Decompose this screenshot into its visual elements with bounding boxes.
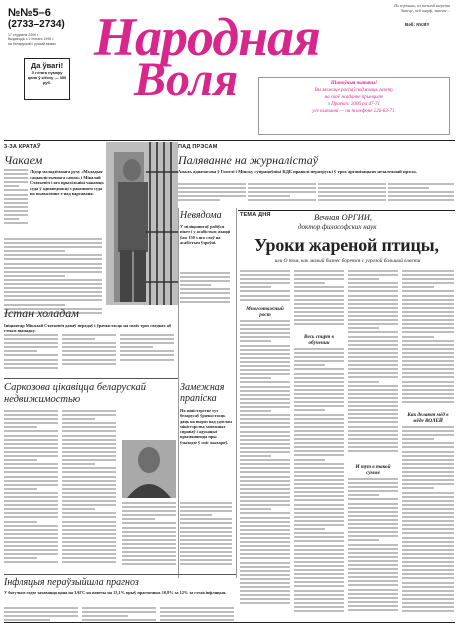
section-label: ПАД ПРЭСАМ bbox=[178, 144, 218, 150]
promo-line: Вы можаце распаўсюджваць газету bbox=[314, 88, 394, 93]
feature-right-subhead: Как делают мёд в мёде ВОЛЕЙ bbox=[407, 412, 449, 424]
section-label: ТЕМА ДНЯ bbox=[240, 212, 271, 218]
masthead-title-line1: Народная bbox=[94, 7, 320, 67]
feature-subhead: Многоэтажный рост bbox=[246, 306, 284, 318]
headline-palyavanne: Паляванне на журналістаў bbox=[178, 153, 319, 167]
promo-line: Шаноўныя чытачы! bbox=[330, 81, 378, 86]
headline-sarkozy: Саркозова цікавіцца беларускай недвижимостью bbox=[4, 382, 147, 405]
masthead bbox=[0, 0, 459, 140]
feature-subhead: Весь спирт в обучении bbox=[304, 334, 334, 346]
zamezhnaja-block bbox=[180, 382, 234, 572]
promo-box bbox=[258, 77, 450, 135]
lead-palyavanne: Амаль адначасова ў Гомелі і Мінску супрацоўнікі КДБ правялі ператрускі ў трох арганізацыях незалежнай прэсы. bbox=[178, 169, 417, 174]
headline-zamezhnaja: Замежная прапіска bbox=[180, 382, 225, 404]
promo-line: на сваё жаданне прынцыпе bbox=[324, 95, 384, 100]
lead-zamezhnaja: На міністэрстве тут беларусаў ўрачыстасць даць на выраз пад удзелам міністэрства замежных справаў і адукацыі прымяняецца пры ўзыходзе ў спіс жыхароў. bbox=[180, 408, 232, 445]
headline-nevadoma: Невядома bbox=[180, 210, 222, 221]
headline-istan: Істан холадам bbox=[4, 306, 79, 320]
feature-subheadline: или О том, как малый бизнес борется с угрозой большой власти bbox=[274, 258, 421, 264]
inflatsyja-block bbox=[4, 577, 236, 623]
price-note: Да ўвагі! bbox=[30, 61, 64, 70]
lead-inflatsyja: У бягучым годзе захавацца цана на ЗАГС на паветы на 13,1% прыў прагнозных 10,8% за 12% за гэтая інфляцыя. bbox=[4, 590, 227, 595]
prison-photo bbox=[106, 142, 178, 305]
masthead-title-line2: Воля bbox=[134, 53, 239, 106]
feature-block bbox=[240, 212, 455, 622]
section-label: 3-ЗА КРАТАЎ bbox=[4, 144, 41, 150]
feature-headline: Уроки жареной птицы, bbox=[254, 235, 439, 255]
lead-istan: Ініцыятар Мікалай Статкевіч даваў перадаў і ўрачыстасць на сваіх трох сведках аб гэтым выпадку. bbox=[4, 323, 172, 334]
price-text: З гэтага нумару цана ў кіёску — 350 руб. bbox=[27, 70, 67, 85]
nevadoma-block bbox=[180, 210, 232, 310]
lead-chakaem: Лідэр маладзёжнага руху «Маладыя сацыялістычнага саюза» і Мікалай Статкевіч і яго прыхільнікі чакаюць суда ў адпаведнасці з рашэннем суда на вызваленне з-пад вартаваня. bbox=[30, 169, 104, 197]
feature-kicker: Вечная ОРГИИ, bbox=[314, 212, 373, 222]
masthead-website: Вэб: NV.BY bbox=[405, 22, 430, 27]
issue-number: №№5–6 bbox=[8, 7, 51, 19]
promo-line: з Праект: 2006 па 47-71 bbox=[328, 102, 380, 107]
issue-date: 17 студзеня 2006 г. Выдаецца з 1 лютага 1995 г. на беларускай і рускай мовах bbox=[8, 33, 56, 46]
promo-line: усе пытанні — па тэлефоне 226-83-71. bbox=[312, 109, 396, 114]
sarkozy-block bbox=[4, 382, 176, 572]
lead-nevadoma: У міліцыянтаў рабіўся пікет і у асабістым жыцці ўжо 150 з яго слоў на асабістым ўзроўні. bbox=[180, 224, 231, 245]
price-box bbox=[24, 58, 70, 100]
issue-range: (2733–2734) bbox=[8, 19, 65, 30]
sarkozy-photo bbox=[122, 440, 176, 498]
headline-chakaem: Чакаем bbox=[4, 153, 43, 167]
headline-inflatsyja: Інфляцыя пераўзыйшла прагноз bbox=[4, 577, 139, 588]
masthead-motto: Из хороших, из теплой шерсти Знаеце, чей шарф, знаете... bbox=[394, 3, 450, 13]
istan-block bbox=[4, 306, 176, 376]
feature-subhead: И тут в такой сумме bbox=[355, 464, 391, 476]
feature-kicker-sub: доктор философских наук bbox=[298, 223, 377, 231]
